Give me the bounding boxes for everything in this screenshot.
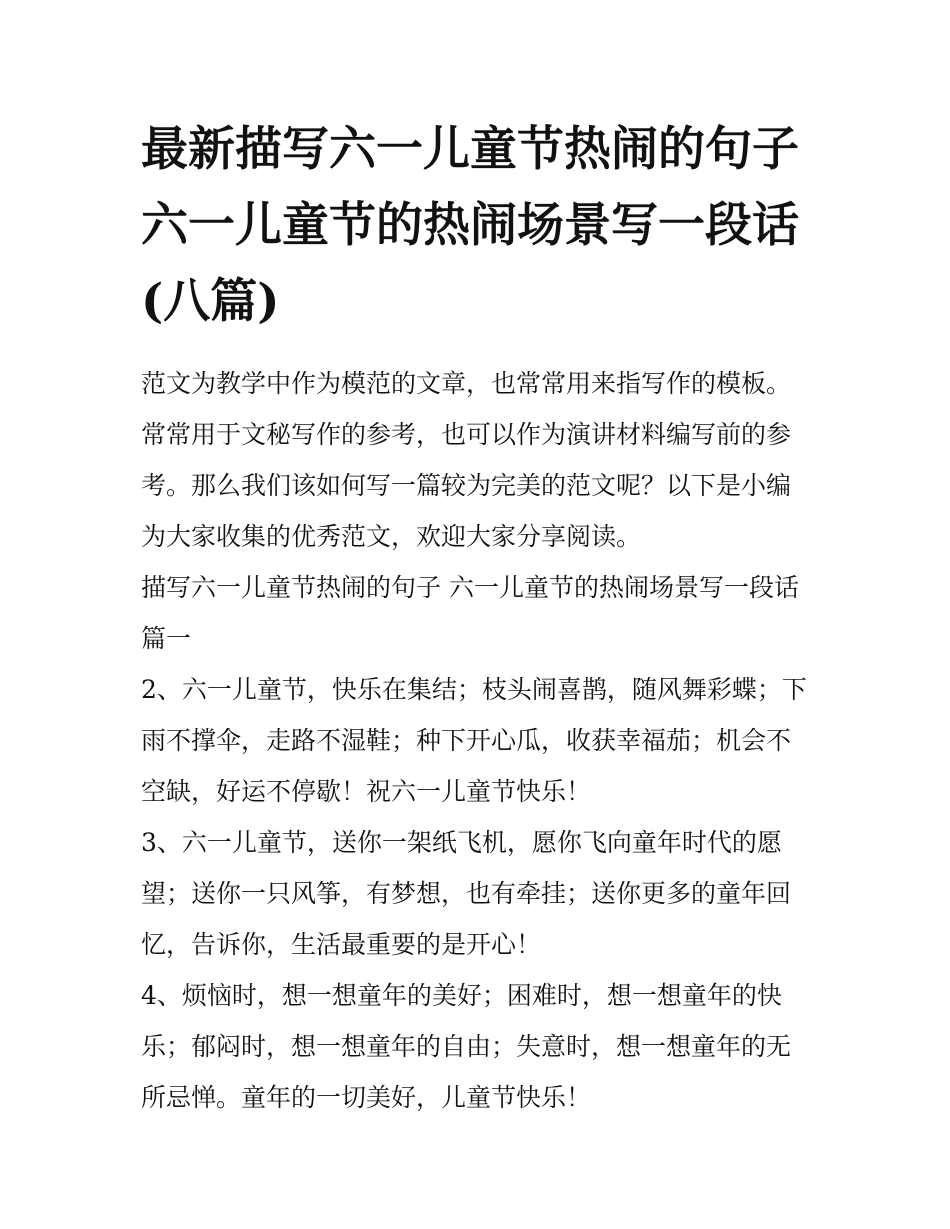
intro-paragraph: 范文为教学中作为模范的文章，也常常用来指写作的模板。常常用于文秘写作的参考，也可以作为演讲材料编写前的参考。那么我们该如何写一篇较为完美的范文呢？以下是小编为大家收集的优秀范文，欢迎大家分享阅读。: [141, 369, 792, 551]
list-item: 2、六一儿童节，快乐在集结；枝头闹喜鹊，随风舞彩蝶；下雨不撑伞，走路不湿鞋；种下开心瓜，收获幸福茄；机会不空缺，好运不停歇！祝六一儿童节快乐！: [141, 675, 807, 806]
document-page: [141, 112, 813, 1123]
document-body: [141, 358, 813, 1123]
list-item: 3、六一儿童节，送你一架纸飞机，愿你飞向童年时代的愿望；送你一只风筝，有梦想，也有牵挂；送你更多的童年回忆，告诉你，生活最重要的是开心！: [141, 828, 792, 959]
document-title: 最新描写六一儿童节热闹的句子 六一儿童节的热闹场景写一段话(八篇): [141, 122, 799, 329]
list-item: 4、烦恼时，想一想童年的美好；困难时，想一想童年的快乐；郁闷时，想一想童年的自由；失意时，想一想童年的无所忌惮。童年的一切美好，儿童节快乐！: [141, 981, 792, 1112]
section-heading: 描写六一儿童节热闹的句子 六一儿童节的热闹场景写一段话篇一: [141, 573, 799, 653]
